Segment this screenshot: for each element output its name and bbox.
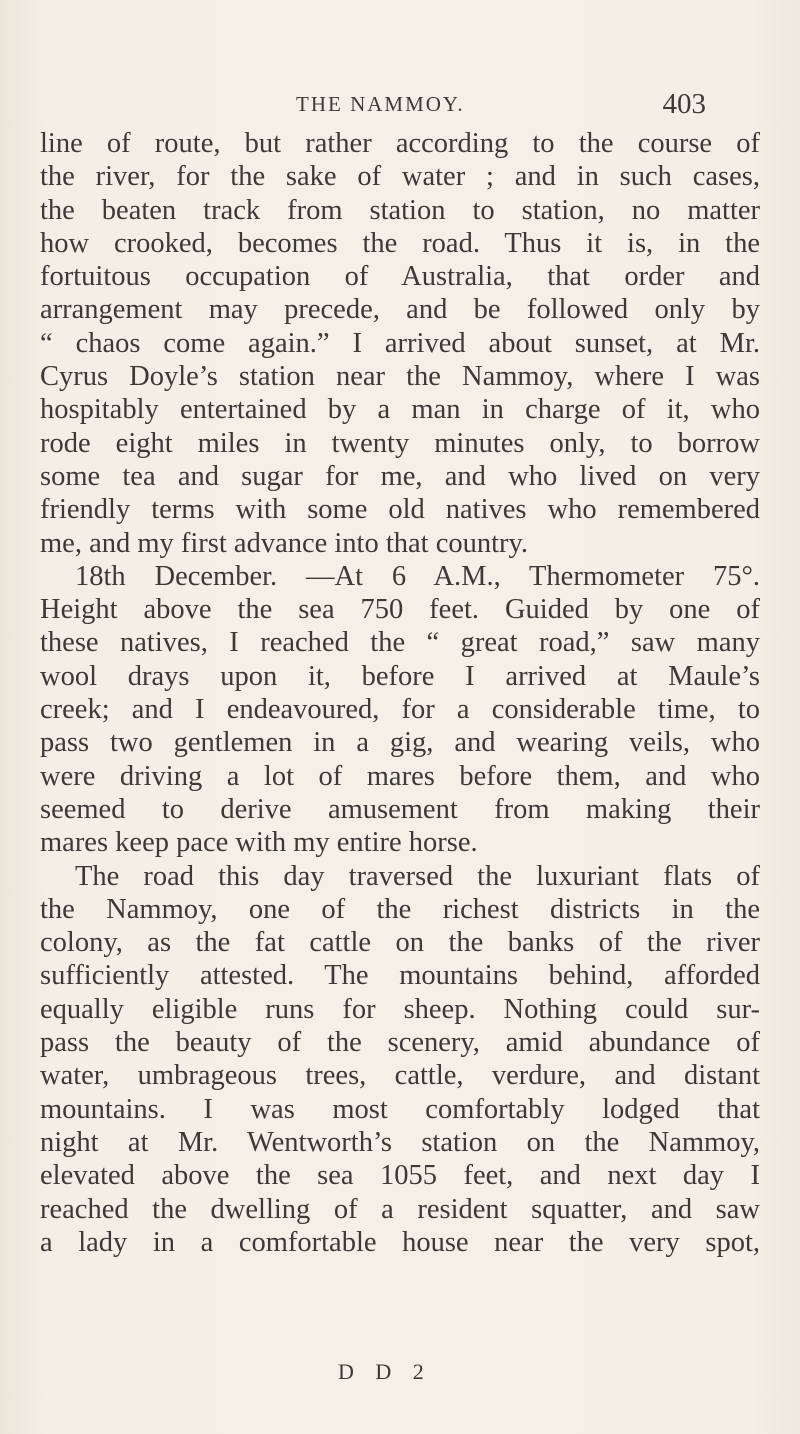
- text-line: arrangement may precede, and be followed only by: [40, 294, 760, 326]
- text-line: elevated above the sea 1055 feet, and next day I: [40, 1160, 760, 1192]
- text-line: Cyrus Doyle’s station near the Nammoy, where I was: [40, 361, 760, 393]
- page-number: 403: [662, 88, 706, 120]
- page-header: [296, 88, 706, 124]
- text-line: Height above the sea 750 feet. Guided by one of: [40, 594, 760, 626]
- text-line: mountains. I was most comfortably lodged that: [40, 1093, 760, 1125]
- running-title: THE NAMMOY.: [296, 92, 465, 116]
- signature-mark: D D 2: [338, 1359, 432, 1384]
- text-line: the beaten track from station to station, no matter: [40, 194, 760, 226]
- text-line-dated-entry: 18th December. —At 6 A.M., Thermometer 75°.: [75, 560, 760, 592]
- text-line: equally eligible runs for sheep. Nothing could sur-: [40, 993, 760, 1025]
- text-line: reached the dwelling of a resident squatter, and saw: [40, 1193, 760, 1225]
- text-line: pass the beauty of the scenery, amid abundance of: [40, 1027, 760, 1059]
- text-line: the Nammoy, one of the richest districts in the: [40, 893, 760, 925]
- text-line: rode eight miles in twenty minutes only, to borrow: [40, 427, 760, 459]
- text-line: hospitably entertained by a man in charge of it, who: [40, 394, 760, 426]
- text-line: pass two gentlemen in a gig, and wearing veils, who: [40, 727, 760, 759]
- text-line: water, umbrageous trees, cattle, verdure, and distant: [40, 1060, 760, 1092]
- text-line: me, and my first advance into that country.: [40, 527, 529, 559]
- text-line: night at Mr. Wentworth’s station on the Nammoy,: [40, 1126, 760, 1158]
- text-line: fortuitous occupation of Australia, that order and: [40, 261, 760, 293]
- text-line: sufficiently attested. The mountains behind, afforded: [40, 960, 760, 992]
- text-line: a lady in a comfortable house near the very spot,: [40, 1226, 760, 1258]
- body-text: [40, 127, 760, 1259]
- text-line: creek; and I endeavoured, for a considerable time, to: [40, 694, 760, 726]
- text-line: seemed to derive amusement from making their: [40, 793, 760, 825]
- text-line: The road this day traversed the luxuriant flats of: [75, 860, 760, 892]
- text-line: how crooked, becomes the road. Thus it is, in the: [40, 227, 760, 259]
- text-line: friendly terms with some old natives who remembered: [40, 494, 760, 526]
- text-line: “ chaos come again.” I arrived about sunset, at Mr.: [40, 327, 760, 359]
- text-line: line of route, but rather according to the course of: [40, 128, 760, 159]
- text-line: wool drays upon it, before I arrived at Maule’s: [40, 660, 760, 692]
- text-line: colony, as the fat cattle on the banks of the river: [40, 927, 760, 959]
- text-line: the river, for the sake of water ; and in such cases,: [40, 161, 760, 193]
- text-line: some tea and sugar for me, and who lived on very: [40, 460, 760, 492]
- text-line: mares keep pace with my entire horse.: [40, 827, 478, 859]
- text-line: were driving a lot of mares before them, and who: [40, 760, 760, 792]
- text-line: these natives, I reached the “ great road,” saw many: [40, 627, 760, 659]
